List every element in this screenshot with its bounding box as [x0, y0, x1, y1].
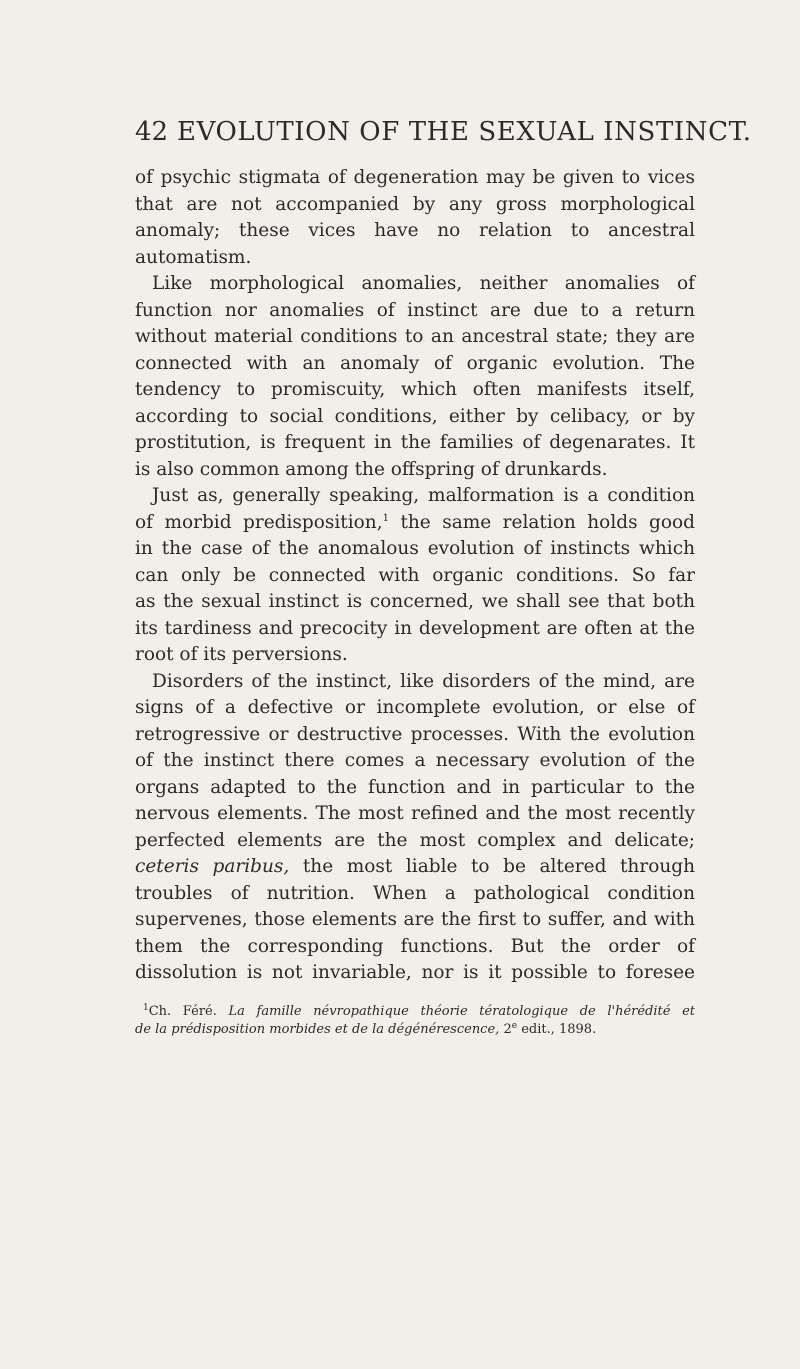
text-line: function nor anomalies of instinct are due to a return: [135, 299, 695, 321]
text-line: automatism.: [135, 246, 252, 268]
text-line: tendency to promiscuity, which often manifests itself,: [135, 379, 695, 400]
text-fragment: of morbid predisposition,: [135, 511, 383, 533]
footnote-author: Ch. Féré.: [148, 1004, 217, 1019]
text-line: is also common among the offspring of drunkards.: [135, 458, 608, 480]
text-line: dissolution is not invariable, nor is it possible to foresee: [135, 962, 695, 983]
running-head: EVOLUTION OF THE SEXUAL INSTINCT.: [177, 117, 752, 147]
footnote-edition-superscript: e: [511, 1021, 518, 1031]
text-line: without material conditions to an ancestral state; they are: [135, 326, 695, 347]
text-fragment: the same relation holds good: [400, 511, 695, 533]
body-text: [135, 165, 695, 987]
footnote-edition-number: 2: [503, 1022, 512, 1037]
text-line: retrogressive or destructive processes. With the evolution: [135, 723, 695, 745]
text-line: anomaly; these vices have no relation to ancestral: [135, 220, 695, 241]
text-line: as the sexual instinct is concerned, we shall see that both: [135, 591, 695, 612]
footnote-reference: 1: [382, 512, 389, 524]
text-line-with-footnote: [135, 510, 695, 537]
footnote-mark: 1: [143, 1003, 149, 1013]
text-line: signs of a defective or incomplete evolution, or else of: [135, 697, 695, 718]
text-line: can only be connected with organic conditions. So far: [135, 564, 695, 586]
text-line: of psychic stigmata of degeneration may be given to vices: [135, 167, 695, 188]
text-line: supervenes, those elements are the first to suffer, and with: [135, 909, 695, 930]
footnote-title: La famille névropathique théorie tératologique de l'hérédité et: [228, 1004, 695, 1019]
footnote-line: [135, 1021, 695, 1039]
page-number: 42: [135, 117, 169, 147]
text-line: troubles of nutrition. When a pathological condition: [135, 882, 695, 904]
text-line: perfected elements are the most complex and delicate;: [135, 829, 695, 851]
text-line: in the case of the anomalous evolution of instincts which: [135, 538, 695, 559]
text-line: according to social conditions, either by celibacy, or by: [135, 405, 695, 427]
footnote-title: de la prédisposition morbides et de la dégénérescence,: [135, 1022, 500, 1037]
text-line: of the instinct there comes a necessary evolution of the: [135, 750, 695, 771]
footnote-line: [135, 1003, 695, 1021]
footnote: [135, 1003, 695, 1039]
text-line: them the corresponding functions. But the order of: [135, 935, 695, 957]
text-line: nervous elements. The most refined and the most recently: [135, 803, 695, 824]
text-line: root of its perversions.: [135, 644, 348, 665]
text-line: connected with an anomaly of organic evolution. The: [135, 352, 695, 374]
text-line: Disorders of the instinct, like disorders of the mind, are: [152, 670, 695, 692]
text-line-with-italic: [135, 854, 695, 881]
text-line: organs adapted to the function and in particular to the: [135, 776, 695, 798]
page-header: [135, 117, 752, 157]
text-line: Just as, generally speaking, malformation is a condition: [152, 485, 695, 506]
text-line: that are not accompanied by any gross morphological: [135, 193, 695, 215]
text-line: its tardiness and precocity in development are often at the: [135, 617, 695, 639]
text-line: prostitution, is frequent in the families of degenarates. It: [135, 432, 695, 453]
footnote-edition: edit., 1898.: [521, 1022, 597, 1037]
text-line: Like morphological anomalies, neither anomalies of: [152, 273, 695, 294]
text-fragment: the most liable to be altered through: [302, 856, 695, 877]
italic-phrase: ceteris paribus,: [135, 856, 290, 877]
